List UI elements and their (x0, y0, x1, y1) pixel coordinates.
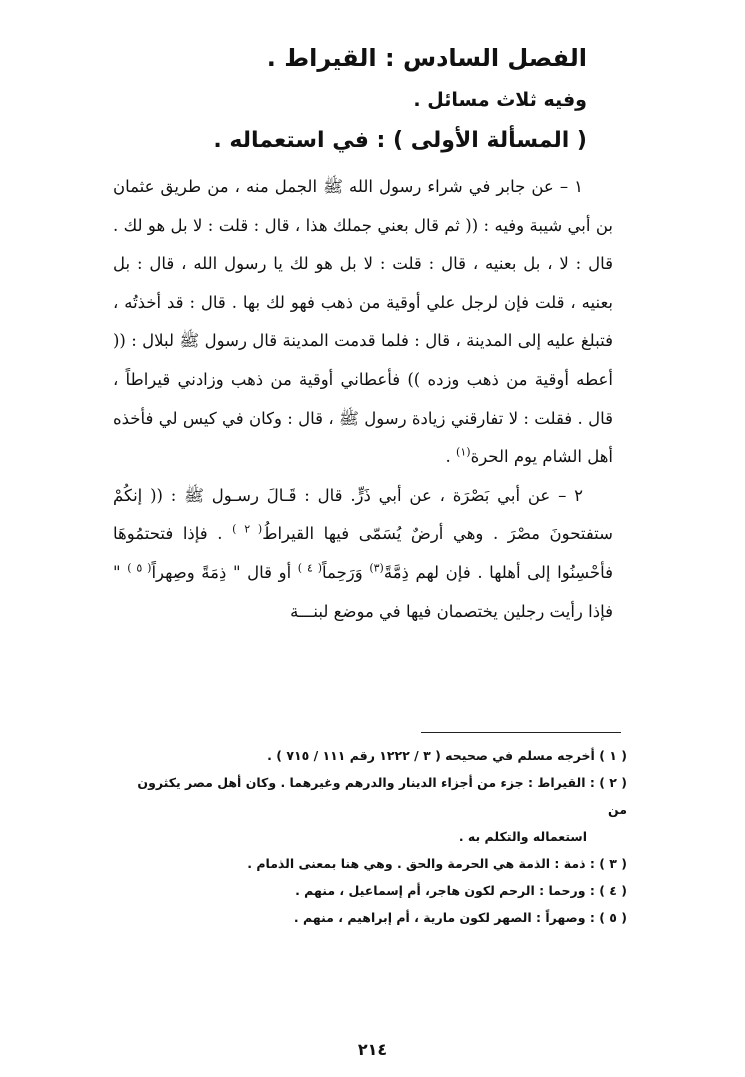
footnote-4-num: ( ٤ ) (599, 883, 627, 898)
footnote-2-num: ( ٢ ) (599, 775, 627, 790)
hadith-2-text-a: ٢ – عن أبي بَصْرَة ، عن أبي ذَرٍّ. قال : قَـالَ رسـول ﷺ : (( إنكُمْ ستفتحونَ مصْرَ . وهي أرضٌ يُسَمّى فيها القيراطُ (113, 485, 613, 544)
footnote-1 (117, 742, 627, 769)
footnotes (117, 742, 627, 931)
hadith-2-text-b: . فإذا فتحتمُوهَا فأحْسِنُوا إلى أهلها . فإن لهم ذِمَّةً (113, 524, 614, 582)
footnote-4 (117, 877, 627, 904)
footnote-2 (117, 769, 627, 850)
footnote-4-text: : ورحما : الرحم لكون هاجر، أم إسماعيل ، منهم . (295, 883, 595, 898)
page-number: ٢١٤ (357, 1040, 388, 1059)
footnote-2-text: : القيراط : جزء من أجزاء الدينار والدرهم وغيرهما . وكان أهل مصر يكثرون من (137, 775, 627, 817)
footnote-5-text: : وصهراً : الصهر لكون مارية ، أم إبراهيم ، منهم . (293, 910, 595, 925)
footnote-3 (117, 850, 627, 877)
footnote-5 (117, 904, 627, 931)
hadith-1-text: ١ – عن جابر في شراء رسول الله ﷺ الجمل منه ، من طريق عثمان بن أبي شيبة وفيه : (( ثم قال بعني جملك هذا ، قال : قلت : لا بل هو لك . قال : لا ، بل بعنيه ، قال : قلت : لا بل هو لك يا رسول الله ، قال : بل بعنيه ، قلت فإن لرجل علي أوقية من ذهب فهو لك بها . قال : قد أخذتُه ، فتبلغ عليه إلى المدينة ، قال : فلما قدمت المدينة قال رسول ﷺ لبلال : (( أعطه أوقية من ذهب وزده )) فأعطاني أوقية من ذهب وزادني قيراطاً ، قال . فقلت : لا تفارقني زيادة رسول ﷺ ، قال : وكان في كيس لي فأخذه أهل الشام يوم الحرة (113, 177, 613, 467)
footnote-ref-4: ( ٤ ) (297, 561, 323, 575)
hadith-1 (113, 168, 613, 477)
hadith-2 (113, 477, 613, 631)
chapter-title: الفصل السادس : القيراط . (266, 44, 587, 72)
footnote-1-num: ( ١ ) (599, 748, 627, 763)
hadith-2-text-e: " فإذا رأيت رجلين يختصمان فيها في موضع لبنـــة (113, 562, 613, 621)
footnote-ref-3: (٣) (369, 561, 384, 575)
footnote-ref-5: ( ٥ ) (127, 561, 152, 575)
footnote-separator (421, 732, 621, 733)
main-text (113, 168, 613, 631)
hadith-2-text-d: أو قال " ذِمَةً وصِهراً (151, 562, 298, 582)
footnote-1-text: أخرجه مسلم في صحيحه ( ٣ / ١٢٢٢ رقم ١١١ / ٧١٥ ) . (267, 748, 595, 763)
footnote-2-continuation: استعماله والتكلم به . (458, 829, 587, 844)
headings (67, 36, 587, 162)
issue-title: ( المسألة الأولى ) : في استعماله . (213, 128, 587, 153)
chapter-intro: وفيه ثلاث مسائل . (413, 89, 587, 111)
footnote-ref-2: ( ٢ ) (232, 522, 263, 536)
footnote-5-num: ( ٥ ) (599, 910, 627, 925)
hadith-1-end: . (445, 447, 457, 467)
hadith-2-text-c: وَرَحِماً (322, 562, 370, 582)
footnote-3-text: : ذمة : الذمة هي الحرمة والحق . وهي هنا بمعنى الذمام . (247, 856, 595, 871)
footnote-ref-1: (١) (456, 445, 471, 459)
footnote-3-num: ( ٣ ) (599, 856, 627, 871)
